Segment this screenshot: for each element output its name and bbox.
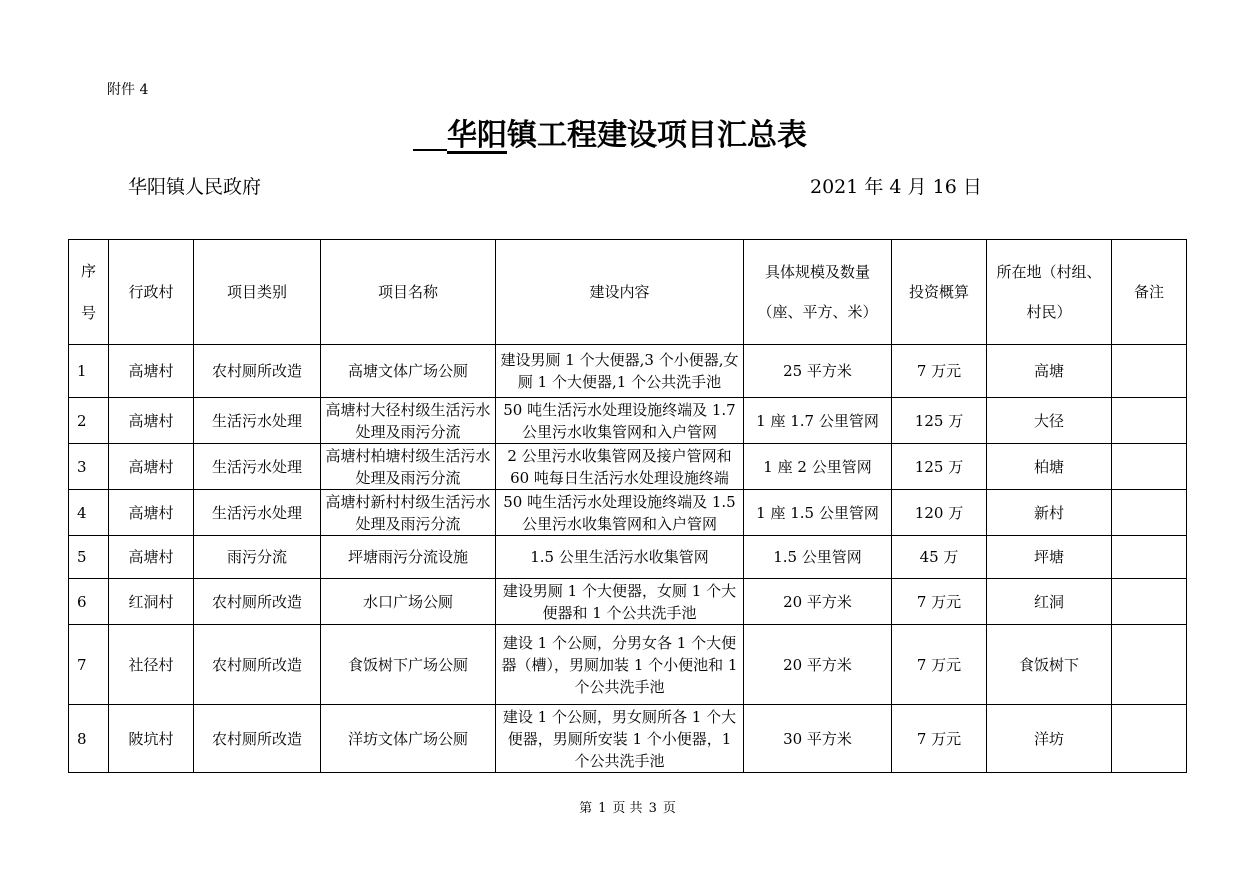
- cell-location: 高塘: [987, 345, 1112, 398]
- cell-invest: 7 万元: [892, 705, 987, 773]
- cell-scale: 1 座 1.7 公里管网: [744, 398, 892, 444]
- table-header-row: [69, 240, 1187, 345]
- cell-remark: [1112, 536, 1187, 579]
- cell-seq: 5: [69, 536, 109, 579]
- cell-content: 50 吨生活污水处理设施终端及 1.5 公里污水收集管网和入户管网: [496, 490, 744, 536]
- header-location: 所在地（村组、村民）: [987, 240, 1112, 345]
- cell-remark: [1112, 444, 1187, 490]
- header-scale: 具体规模及数量（座、平方、米）: [744, 240, 892, 345]
- cell-category: 雨污分流: [194, 536, 321, 579]
- cell-remark: [1112, 345, 1187, 398]
- cell-invest: 7 万元: [892, 625, 987, 705]
- cell-remark: [1112, 625, 1187, 705]
- header-content: 建设内容: [496, 240, 744, 345]
- cell-seq: 4: [69, 490, 109, 536]
- cell-village: 高塘村: [109, 444, 194, 490]
- cell-village: 高塘村: [109, 490, 194, 536]
- cell-content: 1.5 公里生活污水收集管网: [496, 536, 744, 579]
- footer-mid: 页 共: [612, 801, 643, 816]
- cell-category: 生活污水处理: [194, 490, 321, 536]
- cell-invest: 125 万: [892, 444, 987, 490]
- cell-village: 社径村: [109, 625, 194, 705]
- header-seq: 序号: [69, 240, 109, 345]
- header-name: 项目名称: [321, 240, 496, 345]
- cell-name: 高塘文体广场公厕: [321, 345, 496, 398]
- cell-remark: [1112, 579, 1187, 625]
- cell-invest: 45 万: [892, 536, 987, 579]
- title-rest: 镇工程建设项目汇总表: [507, 118, 807, 153]
- cell-invest: 7 万元: [892, 345, 987, 398]
- footer-page: 1: [598, 801, 607, 816]
- header-invest: 投资概算: [892, 240, 987, 345]
- cell-village: 红洞村: [109, 579, 194, 625]
- cell-seq: 8: [69, 705, 109, 773]
- cell-category: 生活污水处理: [194, 444, 321, 490]
- table-row: [69, 444, 1187, 490]
- table-row: [69, 345, 1187, 398]
- cell-scale: 30 平方米: [744, 705, 892, 773]
- report-date: 2021 年 4 月 16 日: [810, 176, 982, 198]
- cell-seq: 1: [69, 345, 109, 398]
- cell-seq: 6: [69, 579, 109, 625]
- cell-village: 高塘村: [109, 536, 194, 579]
- table-row: [69, 398, 1187, 444]
- cell-village: 陂坑村: [109, 705, 194, 773]
- cell-location: 柏塘: [987, 444, 1112, 490]
- cell-name: 水口广场公厕: [321, 579, 496, 625]
- cell-scale: 1.5 公里管网: [744, 536, 892, 579]
- cell-village: 高塘村: [109, 345, 194, 398]
- footer-total: 3: [648, 801, 657, 816]
- cell-location: 洋坊: [987, 705, 1112, 773]
- cell-name: 高塘村大径村级生活污水处理及雨污分流: [321, 398, 496, 444]
- cell-content: 建设男厕 1 个大便器,3 个小便器,女厕 1 个大便器,1 个公共洗手池: [496, 345, 744, 398]
- cell-remark: [1112, 398, 1187, 444]
- page-footer: [0, 797, 1255, 816]
- organization: 华阳镇人民政府: [128, 176, 262, 198]
- title-town: 华阳: [447, 118, 507, 153]
- cell-content: 建设 1 个公厕，分男女各 1 个大便器（槽），男厕加装 1 个小便池和 1 个公共洗手池: [496, 625, 744, 705]
- cell-location: 坪塘: [987, 536, 1112, 579]
- header-category: 项目类别: [194, 240, 321, 345]
- page-title: [413, 110, 807, 154]
- cell-category: 生活污水处理: [194, 398, 321, 444]
- cell-location: 大径: [987, 398, 1112, 444]
- cell-seq: 7: [69, 625, 109, 705]
- cell-village: 高塘村: [109, 398, 194, 444]
- cell-location: 新村: [987, 490, 1112, 536]
- cell-content: 50 吨生活污水处理设施终端及 1.7 公里污水收集管网和入户管网: [496, 398, 744, 444]
- cell-category: 农村厕所改造: [194, 625, 321, 705]
- cell-content: 2 公里污水收集管网及接户管网和 60 吨每日生活污水处理设施终端: [496, 444, 744, 490]
- footer-suffix: 页: [662, 801, 676, 816]
- cell-remark: [1112, 490, 1187, 536]
- cell-name: 高塘村新村村级生活污水处理及雨污分流: [321, 490, 496, 536]
- cell-scale: 20 平方米: [744, 579, 892, 625]
- table-row: [69, 705, 1187, 773]
- cell-invest: 120 万: [892, 490, 987, 536]
- cell-seq: 3: [69, 444, 109, 490]
- table-row: [69, 579, 1187, 625]
- cell-scale: 20 平方米: [744, 625, 892, 705]
- cell-scale: 25 平方米: [744, 345, 892, 398]
- cell-location: 红洞: [987, 579, 1112, 625]
- cell-scale: 1 座 1.5 公里管网: [744, 490, 892, 536]
- cell-name: 洋坊文体广场公厕: [321, 705, 496, 773]
- header-village: 行政村: [109, 240, 194, 345]
- cell-name: 坪塘雨污分流设施: [321, 536, 496, 579]
- cell-content: 建设 1 个公厕，男女厕所各 1 个大便器，男厕所安装 1 个小便器，1 个公共洗手池: [496, 705, 744, 773]
- cell-category: 农村厕所改造: [194, 705, 321, 773]
- cell-remark: [1112, 705, 1187, 773]
- table-row: [69, 625, 1187, 705]
- cell-seq: 2: [69, 398, 109, 444]
- cell-invest: 7 万元: [892, 579, 987, 625]
- project-table: [68, 239, 1187, 773]
- attachment-label: 附件 4: [107, 82, 149, 98]
- cell-name: 食饭树下广场公厕: [321, 625, 496, 705]
- cell-invest: 125 万: [892, 398, 987, 444]
- cell-category: 农村厕所改造: [194, 579, 321, 625]
- cell-location: 食饭树下: [987, 625, 1112, 705]
- cell-content: 建设男厕 1 个大便器，女厕 1 个大便器和 1 个公共洗手池: [496, 579, 744, 625]
- table-row: [69, 490, 1187, 536]
- footer-prefix: 第: [579, 801, 593, 816]
- header-remark: 备注: [1112, 240, 1187, 345]
- table-row: [69, 536, 1187, 579]
- cell-scale: 1 座 2 公里管网: [744, 444, 892, 490]
- cell-category: 农村厕所改造: [194, 345, 321, 398]
- cell-name: 高塘村柏塘村级生活污水处理及雨污分流: [321, 444, 496, 490]
